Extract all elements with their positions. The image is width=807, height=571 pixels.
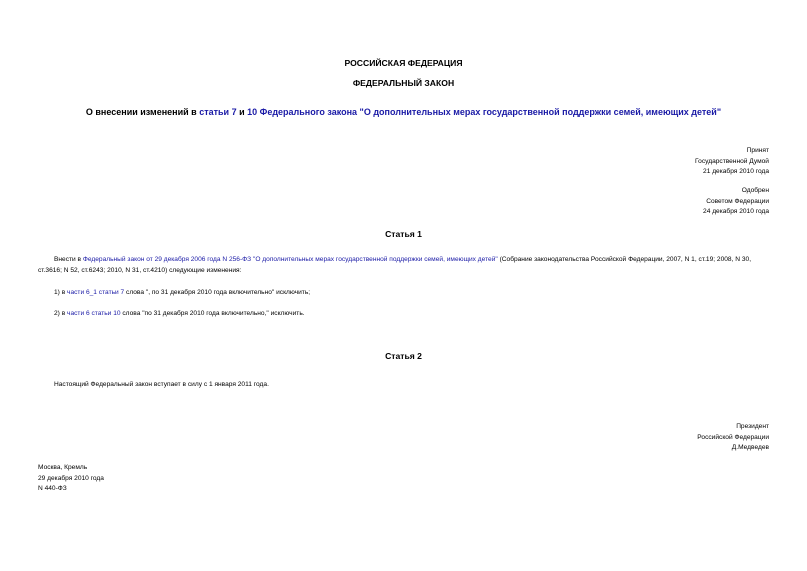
item1-suffix: слова ", по 31 декабря 2010 года включительно" исключить; xyxy=(124,289,311,296)
article1-item2 xyxy=(38,309,771,320)
item2-link[interactable]: части 6 статьи 10 xyxy=(67,310,121,317)
footer-block xyxy=(38,463,104,495)
item2-prefix: 2) в xyxy=(54,310,68,317)
approved-block xyxy=(703,186,769,218)
article1-intro-prefix: Внести в xyxy=(54,256,83,263)
title-prefix: О внесении изменений в xyxy=(85,107,200,117)
approved-line1: Одобрен xyxy=(741,187,769,194)
footer-number: N 440-ФЗ xyxy=(38,485,67,493)
signature-block xyxy=(697,422,769,454)
adopted-line2: Государственной Думой xyxy=(695,157,769,165)
article1-item1 xyxy=(38,288,771,299)
approved-line3: 24 декабря 2010 года xyxy=(703,208,769,216)
footer-date: 29 декабря 2010 года xyxy=(38,474,104,482)
article2-heading: Статья 2 xyxy=(385,351,422,361)
footer-place: Москва, Кремль xyxy=(38,464,88,471)
signature-line3: Д.Медведев xyxy=(731,444,769,452)
doc-type-heading: ФЕДЕРАЛЬНЫЙ ЗАКОН xyxy=(352,78,455,88)
article1-intro-link[interactable]: Федеральный закон от 29 декабря 2006 года N 256-ФЗ "О дополнительных мерах государственной поддержки семей, имеющих детей" xyxy=(82,256,498,263)
title-link-article-7[interactable]: статьи 7 xyxy=(199,107,237,117)
item1-link[interactable]: части 6_1 статьи 7 xyxy=(67,289,125,296)
item1-prefix: 1) в xyxy=(54,289,68,296)
adopted-line3: 21 декабря 2010 года xyxy=(703,168,769,176)
adopted-block xyxy=(695,146,769,178)
article1-intro-suffix: (Собрание законодательства Российской Федерации, 2007, N 1, ст.19; 2008, N 30, ст.3616; N 52, ст.6243; 2010, N 31, ст.4210) следующие изменения: xyxy=(38,256,752,274)
adopted-line1: Принят xyxy=(746,147,769,154)
item2-suffix: слова "по 31 декабря 2010 года включительно," исключить. xyxy=(120,310,305,317)
signature-line2: Российской Федерации xyxy=(697,433,769,441)
law-title xyxy=(0,107,807,117)
signature-line1: Президент xyxy=(736,423,769,430)
article2-text: Настоящий Федеральный закон вступает в силу с 1 января 2011 года. xyxy=(54,381,269,388)
title-middle: и xyxy=(236,107,248,117)
title-link-article-10[interactable]: 10 Федерального закона "О дополнительных мерах государственной поддержки семей, имеющих детей" xyxy=(247,107,722,117)
article1-heading: Статья 1 xyxy=(385,229,422,239)
approved-line2: Советом Федерации xyxy=(706,197,769,205)
country-heading: РОССИЙСКАЯ ФЕДЕРАЦИЯ xyxy=(344,58,463,68)
article1-intro xyxy=(38,255,771,276)
